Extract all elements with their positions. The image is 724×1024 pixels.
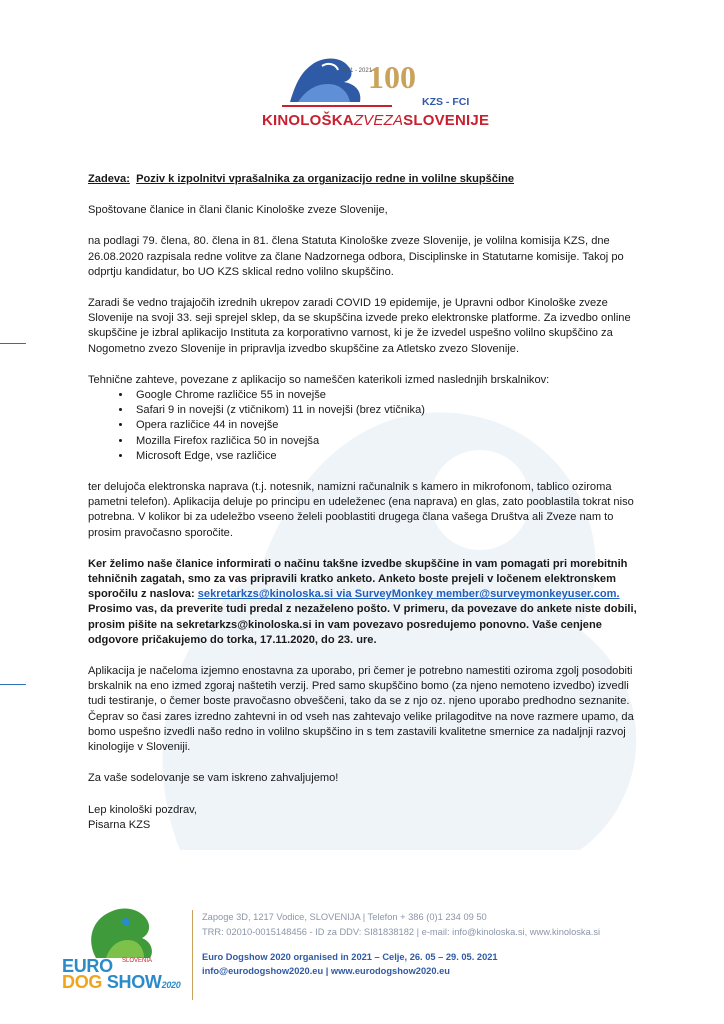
logo-brand-part1: KINOLOŠKA xyxy=(262,112,354,129)
logo-brand-name xyxy=(262,112,489,129)
paragraph-survey xyxy=(88,557,648,648)
footer xyxy=(42,900,682,1010)
closing-line: Lep kinološki pozdrav, xyxy=(88,803,197,816)
requirements-intro: Tehnične zahteve, povezane z aplikacijo so nameščen katerikoli izmed naslednjih brskalnikov: xyxy=(88,373,550,386)
logo-brand-part2: ZVEZA xyxy=(353,112,404,129)
letter-body xyxy=(88,172,648,833)
paragraph-covid: Zaradi še vedno trajajočih izrednih ukrepov zaradi COVID 19 epidemije, je Upravni odbor Kinološke zveze Slovenije na svoji 33. seji sprejel sklep, da se skupščina izvede preko elektronske platforme. Za izvedbo online skupščine je izbral aplikacijo Instituta za korporativno varnost, ki je že izvedel uspešno volilno skupščino za Nogometno zvezo Slovenije in pripravlja izvedbo skupščine za Atletsko zvezo Slovenije. xyxy=(88,297,631,355)
footer-event: Euro Dogshow 2020 organised in 2021 – Celje, 26. 05 – 29. 05. 2021 xyxy=(202,952,498,962)
svg-text:100: 100 xyxy=(368,59,416,94)
eurodogshow-emblem xyxy=(66,900,186,960)
subject-text: Poziv k izpolnitvi vprašalnika za organizacijo redne in volilne skupščine xyxy=(136,173,515,185)
kzs-logo xyxy=(262,52,488,136)
footer-divider xyxy=(192,910,193,1000)
paragraph-application: Aplikacija je načeloma izjemno enostavna za uporabo, pri čemer je potrebno namestiti oziroma zgolj posodobiti brskalnik na eno izmed zgoraj naštetih verzij. Pred samo skupščino bomo (za njeno nemoteno izvedbo) izvedli tudi testiranje, o čemer boste pravočasno obveščeni, tako da se z njo oz. njeno uporabo predhodno seznanite. Čeprav so časi zares izredno zahtevni in od vseh nas zahtevajo velike prilagoditve na nove razmere upamo, da bomo uspešno izvedli našo redno in volilno skupščino in s tem zastavili kvalitetne smernice za nadaljnji razvoj kinologije v Sloveniji. xyxy=(88,665,634,754)
margin-mark-top xyxy=(0,343,26,344)
thanks-line: Za vaše sodelovanje se vam iskreno zahvaljujemo! xyxy=(88,772,339,785)
browser-item: • Microsoft Edge, vse različice xyxy=(132,449,648,464)
logo-brand-part3: SLOVENIJE xyxy=(403,112,490,129)
eds-year: 2020 xyxy=(161,980,181,990)
logo-org-code: KZS - FCI xyxy=(422,96,470,108)
letter-subject xyxy=(88,172,648,187)
footer-registry: TRR: 02010-0015148456 - ID za DDV: SI81838182 | e-mail: info@kinoloska.si, www.kinoloska.si xyxy=(202,927,601,937)
browser-item: • Mozilla Firefox različica 50 in novejša xyxy=(132,434,648,449)
eds-country: SLOVENIA xyxy=(122,958,153,964)
margin-mark-bottom xyxy=(0,684,26,685)
browser-item: • Safari 9 in novejši (z vtičnikom) 11 in novejši (brez vtičnika) xyxy=(132,403,648,418)
browser-list xyxy=(88,388,648,464)
signature: Pisarna KZS xyxy=(88,818,151,831)
footer-contact: info@eurodogshow2020.eu | www.eurodogshow2020.eu xyxy=(202,966,450,976)
browser-item: • Google Chrome različice 55 in novejše xyxy=(132,388,648,403)
subject-label: Zadeva: xyxy=(88,173,130,185)
survey-sender-link[interactable]: sekretarkzs@kinoloska.si via SurveyMonkey member@surveymonkeyuser.com. xyxy=(197,588,620,601)
anniversary-100-graphic xyxy=(366,58,436,94)
eds-euro: EURO xyxy=(62,956,113,976)
logo-years: 1921 - 2021 xyxy=(340,68,373,74)
greeting: Spoštovane članice in člani članic Kinološke zveze Slovenije, xyxy=(88,204,388,217)
paragraph-device: ter delujoča elektronska naprava (t.j. notesnik, namizni računalnik s kamero in mikrofonom, tablico oziroma pametni telefon). Aplikacija deluje po principu en udeleženec (ena naprava) en glas, zato pooblastila tokrat niso potrebna. V kolikor bi za udeležbo vseeno želeli pooblastiti drugega člana vašega Društva ali Zveze nam to prosim pravočasno sporočite. xyxy=(88,481,634,539)
eds-show: SHOW xyxy=(106,972,162,992)
survey-text: Ker želimo naše članice informirati o načinu takšne izvedbe skupščine in vam pomagati pri morebitnih tehničnih zagatah, smo za vas pripravili kratko anketo. Anketo boste prejeli v ločenem elektronskem sporočilu z naslova: xyxy=(88,557,628,601)
footer-address: Zapoge 3D, 1217 Vodice, SLOVENIJA | Telefon + 386 (0)1 234 09 50 xyxy=(202,912,487,922)
eds-dog: DOG xyxy=(62,972,103,992)
survey-followup: Prosimo vas, da preverite tudi predal z nezaželeno pošto. V primeru, da povezave do ankete niste dobili, prosim pišite na sekretarkzs@kinoloska.si in vam povezavo posredujemo ponovno. Vaše cenjene odgovore pričakujemo do torka, 17.11.2020, do 23. ure. xyxy=(88,603,637,646)
paragraph-statute: na podlagi 79. člena, 80. člena in 81. člena Statuta Kinološke zveze Slovenije, je volilna komisija KZS, dne 26.08.2020 razpisala redne volitve za člane Nadzornega odbora, Disciplinske in Statutarne komisije. Takoj po odprtju kandidatur, bo UO KZS sklical redno volilno skupščino. xyxy=(88,235,624,278)
browser-item: • Opera različice 44 in novejše xyxy=(132,418,648,433)
